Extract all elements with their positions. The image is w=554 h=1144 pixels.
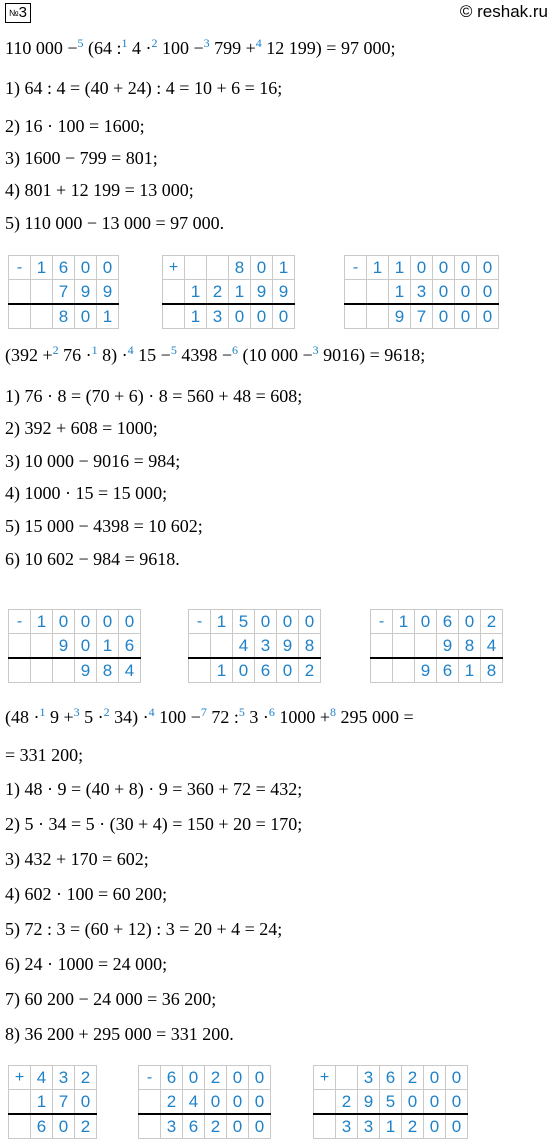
expression-text: 4 · xyxy=(127,38,152,58)
operator-sign: - xyxy=(371,610,393,634)
digit-cell: 0 xyxy=(75,634,97,659)
solution-line xyxy=(5,849,149,870)
step-order-number: 6 xyxy=(268,705,275,719)
digit-cell xyxy=(393,658,415,683)
digit-cell: 1 xyxy=(211,610,233,634)
column-arithmetic-grid xyxy=(8,255,119,329)
digit-cell: 1 xyxy=(389,280,411,305)
digit-cell xyxy=(345,280,367,305)
digit-cell: 0 xyxy=(249,1090,271,1115)
digit-cell xyxy=(163,280,185,305)
digit-cell: 8 xyxy=(481,658,503,683)
expression-text: 1) 76 · 8 = (70 + 6) · 8 = 560 + 48 = 608; xyxy=(5,386,303,406)
digit-cell: 0 xyxy=(97,256,119,280)
solution-line xyxy=(5,779,302,800)
expression-text: 100 − xyxy=(154,707,201,727)
expression-text: 100 − xyxy=(157,38,204,58)
digit-cell: 2 xyxy=(75,1114,97,1139)
digit-cell: 1 xyxy=(393,610,415,634)
digit-cell: 9 xyxy=(75,658,97,683)
column-arithmetic-grid xyxy=(313,1065,468,1139)
digit-cell: 0 xyxy=(455,256,477,280)
digit-cell xyxy=(31,304,53,329)
digit-cell xyxy=(31,658,53,683)
digit-cell: 0 xyxy=(402,1090,424,1115)
digit-cell: 0 xyxy=(455,304,477,329)
digit-cell xyxy=(367,280,389,305)
expression-text: (48 · xyxy=(5,707,40,727)
digit-cell: 9 xyxy=(389,304,411,329)
column-arithmetic-grid xyxy=(162,255,295,329)
expression-text: (64 : xyxy=(83,38,122,58)
step-order-number: 8 xyxy=(329,705,336,719)
expression-text: 5 · xyxy=(79,707,104,727)
step-order-number: 1 xyxy=(39,705,46,719)
solution-line xyxy=(5,884,167,905)
expression-text: 5) 72 : 3 = (60 + 12) : 3 = 20 + 4 = 24; xyxy=(5,919,283,939)
expression-text: 2) 16 · 100 = 1600; xyxy=(5,116,145,136)
digit-cell xyxy=(336,1066,358,1090)
digit-cell: 0 xyxy=(477,280,499,305)
digit-cell: 6 xyxy=(119,634,141,659)
digit-cell xyxy=(185,256,207,280)
digit-cell xyxy=(371,658,393,683)
digit-cell: 3 xyxy=(411,280,433,305)
digit-cell: 0 xyxy=(53,610,75,634)
digit-cell xyxy=(314,1090,336,1115)
digit-cell: 7 xyxy=(411,304,433,329)
digit-cell: 0 xyxy=(75,256,97,280)
digit-cell xyxy=(415,634,437,659)
digit-cell: 1 xyxy=(211,658,233,683)
digit-cell: 5 xyxy=(233,610,255,634)
expression-text: 2) 5 · 34 = 5 · (30 + 4) = 150 + 20 = 170; xyxy=(5,814,303,834)
digit-cell: 9 xyxy=(358,1090,380,1115)
digit-cell: 6 xyxy=(255,658,277,683)
digit-cell xyxy=(139,1114,161,1139)
expression-text: 4) 801 + 12 199 = 13 000; xyxy=(5,180,194,200)
column-arithmetic-grid xyxy=(370,609,503,683)
digit-cell: 0 xyxy=(119,610,141,634)
digit-cell: 2 xyxy=(481,610,503,634)
expression-text: 5) 15 000 − 4398 = 10 602; xyxy=(5,516,203,536)
operator-sign: + xyxy=(163,256,185,280)
digit-cell: 2 xyxy=(75,1066,97,1090)
solution-line xyxy=(5,345,425,366)
digit-cell xyxy=(393,634,415,659)
column-arithmetic-grid xyxy=(188,609,321,683)
digit-cell: 0 xyxy=(183,1066,205,1090)
expression-text: 72 : xyxy=(206,707,239,727)
step-order-number: 7 xyxy=(200,705,207,719)
site-watermark: © reshak.ru xyxy=(459,2,548,21)
digit-cell: 9 xyxy=(437,634,459,659)
step-order-number: 1 xyxy=(91,343,98,357)
digit-cell: 0 xyxy=(53,1114,75,1139)
solution-line xyxy=(5,180,194,201)
digit-cell: 8 xyxy=(459,634,481,659)
expression-text: = 331 200; xyxy=(5,745,84,765)
digit-cell: 4 xyxy=(31,1066,53,1090)
digit-cell: 7 xyxy=(53,1090,75,1115)
step-order-number: 3 xyxy=(73,705,80,719)
digit-cell: 0 xyxy=(446,1090,468,1115)
digit-cell: 2 xyxy=(207,280,229,305)
expression-text: 12 199) = 97 000; xyxy=(261,38,396,58)
digit-cell: 1 xyxy=(97,634,119,659)
digit-cell: 6 xyxy=(380,1066,402,1090)
digit-cell: 4 xyxy=(233,634,255,659)
digit-cell: 0 xyxy=(233,658,255,683)
digit-cell: 3 xyxy=(255,634,277,659)
digit-cell: 5 xyxy=(380,1090,402,1115)
digit-cell: 0 xyxy=(433,280,455,305)
digit-cell: 9 xyxy=(53,634,75,659)
digit-cell: 0 xyxy=(477,304,499,329)
digit-cell: 9 xyxy=(273,280,295,305)
digit-cell: 1 xyxy=(389,256,411,280)
solution-line xyxy=(5,386,302,407)
operator-sign: - xyxy=(345,256,367,280)
digit-cell: 1 xyxy=(31,1090,53,1115)
digit-cell: 0 xyxy=(446,1114,468,1139)
solution-line xyxy=(5,1024,234,1045)
digit-cell xyxy=(371,634,393,659)
digit-cell: 0 xyxy=(205,1090,227,1115)
digit-cell: 3 xyxy=(358,1114,380,1139)
digit-cell: 0 xyxy=(251,304,273,329)
digit-cell xyxy=(9,658,31,683)
solution-line xyxy=(5,418,158,439)
digit-cell xyxy=(139,1090,161,1115)
digit-cell xyxy=(53,658,75,683)
digit-cell: 4 xyxy=(183,1090,205,1115)
expression-text: 6) 24 · 1000 = 24 000; xyxy=(5,954,168,974)
step-order-number: 5 xyxy=(238,705,245,719)
digit-cell: 0 xyxy=(97,610,119,634)
digit-cell: 1 xyxy=(31,610,53,634)
digit-cell: 6 xyxy=(437,610,459,634)
step-order-number: 4 xyxy=(255,36,262,50)
step-order-number: 5 xyxy=(170,343,177,357)
expression-text: 295 000 = xyxy=(335,707,414,727)
operator-sign: - xyxy=(139,1066,161,1090)
digit-cell: 0 xyxy=(433,256,455,280)
digit-cell: 9 xyxy=(415,658,437,683)
expression-text: 3) 10 000 − 9016 = 984; xyxy=(5,451,181,471)
expression-text: 4) 602 · 100 = 60 200; xyxy=(5,884,168,904)
solution-line xyxy=(5,919,282,940)
digit-cell: 6 xyxy=(53,256,75,280)
digit-cell: 1 xyxy=(229,280,251,305)
solution-line xyxy=(5,814,302,835)
digit-cell: 2 xyxy=(299,658,321,683)
expression-text: 110 000 − xyxy=(5,38,78,58)
solution-line xyxy=(5,213,224,234)
digit-cell xyxy=(367,304,389,329)
digit-cell: 4 xyxy=(481,634,503,659)
digit-cell xyxy=(189,658,211,683)
digit-cell: 6 xyxy=(31,1114,53,1139)
digit-cell xyxy=(31,280,53,305)
solution-line xyxy=(5,483,167,504)
digit-cell: 8 xyxy=(97,658,119,683)
digit-cell: 0 xyxy=(255,610,277,634)
digit-cell xyxy=(345,304,367,329)
solution-line xyxy=(5,516,203,537)
digit-cell xyxy=(163,304,185,329)
digit-cell: 8 xyxy=(299,634,321,659)
expression-text: 8) 36 200 + 295 000 = 331 200. xyxy=(5,1024,234,1044)
digit-cell: 3 xyxy=(161,1114,183,1139)
expression-text: 76 · xyxy=(58,345,92,365)
digit-cell: 0 xyxy=(227,1066,249,1090)
expression-text: 4) 1000 · 15 = 15 000; xyxy=(5,483,168,503)
column-arithmetic-grid xyxy=(8,609,141,683)
digit-cell: 2 xyxy=(205,1066,227,1090)
digit-cell: 0 xyxy=(229,304,251,329)
digit-cell: 0 xyxy=(477,256,499,280)
digit-cell: 0 xyxy=(249,1066,271,1090)
digit-cell: 0 xyxy=(277,658,299,683)
expression-text: 34) · xyxy=(109,707,149,727)
operator-sign: + xyxy=(9,1066,31,1090)
expression-text: 5) 110 000 − 13 000 = 97 000. xyxy=(5,213,225,233)
digit-cell: 8 xyxy=(229,256,251,280)
expression-text: 1) 64 : 4 = (40 + 24) : 4 = 10 + 6 = 16; xyxy=(5,78,283,98)
solution-line xyxy=(5,549,180,570)
digit-cell: 8 xyxy=(53,304,75,329)
solution-line xyxy=(5,38,395,59)
expression-text: 3) 432 + 170 = 602; xyxy=(5,849,149,869)
digit-cell: 0 xyxy=(455,280,477,305)
operator-sign: - xyxy=(189,610,211,634)
digit-cell: 0 xyxy=(75,610,97,634)
digit-cell: 0 xyxy=(227,1114,249,1139)
digit-cell xyxy=(31,634,53,659)
digit-cell: 0 xyxy=(75,1090,97,1115)
digit-cell: 0 xyxy=(424,1066,446,1090)
expression-text: 799 + xyxy=(209,38,256,58)
digit-cell: 1 xyxy=(459,658,481,683)
digit-cell: 6 xyxy=(183,1114,205,1139)
expression-text: 3 · xyxy=(244,707,269,727)
step-order-number: 2 xyxy=(52,343,59,357)
digit-cell: 9 xyxy=(97,280,119,305)
exercise-number-badge: №3 xyxy=(5,3,31,23)
digit-cell: 1 xyxy=(380,1114,402,1139)
operator-sign: - xyxy=(9,256,31,280)
step-order-number: 5 xyxy=(77,36,84,50)
digit-cell: 9 xyxy=(277,634,299,659)
digit-cell: 1 xyxy=(31,256,53,280)
digit-cell: 0 xyxy=(273,304,295,329)
solution-line xyxy=(5,116,145,137)
digit-cell: 0 xyxy=(227,1090,249,1115)
expression-text: 1000 + xyxy=(274,707,330,727)
digit-cell: 0 xyxy=(251,256,273,280)
expression-text: 3) 1600 − 799 = 801; xyxy=(5,148,158,168)
expression-text: 6) 10 602 − 984 = 9618. xyxy=(5,549,180,569)
digit-cell: 3 xyxy=(53,1066,75,1090)
expression-text: 15 − xyxy=(133,345,171,365)
expression-text: (392 + xyxy=(5,345,53,365)
expression-text: 8) · xyxy=(97,345,128,365)
expression-text: 9016) = 9618; xyxy=(318,345,426,365)
digit-cell xyxy=(189,634,211,659)
solution-line xyxy=(5,707,414,728)
solution-line xyxy=(5,451,180,472)
step-order-number: 6 xyxy=(231,343,238,357)
column-arithmetic-grid xyxy=(8,1065,97,1139)
solution-line xyxy=(5,148,158,169)
digit-cell: 2 xyxy=(402,1114,424,1139)
step-order-number: 1 xyxy=(121,36,128,50)
solution-line xyxy=(5,78,282,99)
digit-cell xyxy=(9,1114,31,1139)
digit-cell xyxy=(9,634,31,659)
digit-cell: 6 xyxy=(437,658,459,683)
digit-cell: 2 xyxy=(336,1090,358,1115)
operator-sign: + xyxy=(314,1066,336,1090)
expression-text: 1) 48 · 9 = (40 + 8) · 9 = 360 + 72 = 432; xyxy=(5,779,303,799)
digit-cell: 7 xyxy=(53,280,75,305)
digit-cell xyxy=(9,1090,31,1115)
digit-cell: 3 xyxy=(336,1114,358,1139)
digit-cell: 4 xyxy=(119,658,141,683)
solution-line xyxy=(5,745,83,766)
digit-cell: 1 xyxy=(367,256,389,280)
digit-cell: 0 xyxy=(424,1114,446,1139)
digit-cell: 0 xyxy=(415,610,437,634)
digit-cell: 9 xyxy=(75,280,97,305)
digit-cell xyxy=(207,256,229,280)
digit-cell: 1 xyxy=(185,280,207,305)
solution-line xyxy=(5,989,216,1010)
digit-cell: 0 xyxy=(433,304,455,329)
digit-cell: 3 xyxy=(207,304,229,329)
step-order-number: 2 xyxy=(103,705,110,719)
operator-sign: - xyxy=(9,610,31,634)
expression-text: 7) 60 200 − 24 000 = 36 200; xyxy=(5,989,217,1009)
digit-cell: 0 xyxy=(459,610,481,634)
step-order-number: 3 xyxy=(203,36,210,50)
expression-text: 4398 − xyxy=(176,345,232,365)
digit-cell: 0 xyxy=(277,610,299,634)
digit-cell: 2 xyxy=(161,1090,183,1115)
digit-cell: 0 xyxy=(249,1114,271,1139)
digit-cell: 0 xyxy=(75,304,97,329)
digit-cell: 1 xyxy=(273,256,295,280)
step-order-number: 4 xyxy=(127,343,134,357)
step-order-number: 2 xyxy=(151,36,158,50)
step-order-number: 3 xyxy=(312,343,319,357)
digit-cell: 9 xyxy=(251,280,273,305)
digit-cell xyxy=(9,304,31,329)
digit-cell: 0 xyxy=(411,256,433,280)
digit-cell: 2 xyxy=(402,1066,424,1090)
digit-cell: 0 xyxy=(424,1090,446,1115)
column-arithmetic-grid xyxy=(138,1065,271,1139)
digit-cell: 0 xyxy=(446,1066,468,1090)
digit-cell xyxy=(9,280,31,305)
solution-line xyxy=(5,954,167,975)
expression-text: 9 + xyxy=(45,707,74,727)
digit-cell: 2 xyxy=(205,1114,227,1139)
expression-text: (10 000 − xyxy=(237,345,313,365)
digit-cell: 3 xyxy=(358,1066,380,1090)
digit-cell: 0 xyxy=(299,610,321,634)
expression-text: 2) 392 + 608 = 1000; xyxy=(5,418,158,438)
digit-cell xyxy=(211,634,233,659)
digit-cell: 1 xyxy=(97,304,119,329)
column-arithmetic-grid xyxy=(344,255,499,329)
digit-cell: 1 xyxy=(185,304,207,329)
digit-cell xyxy=(314,1114,336,1139)
step-order-number: 4 xyxy=(148,705,155,719)
digit-cell: 6 xyxy=(161,1066,183,1090)
